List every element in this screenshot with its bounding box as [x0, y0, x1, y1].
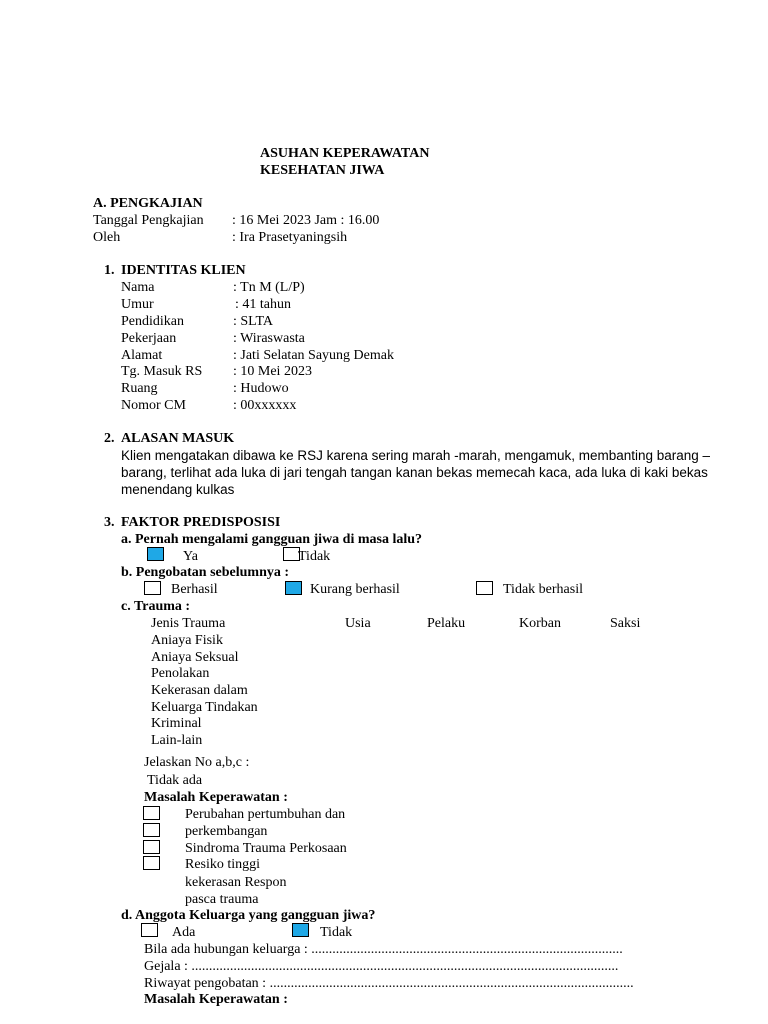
alamat-value: : Jati Selatan Sayung Demak: [233, 348, 394, 363]
masalah-line: Perubahan pertumbuhan dan: [185, 807, 346, 822]
document-title-line2: KESEHATAN JIWA: [260, 163, 385, 178]
tanggal-label: Tanggal Pengkajian: [93, 213, 204, 228]
masalah-keperawatan-label-c: Masalah Keperawatan :: [144, 790, 288, 805]
tidak-berhasil-label: Tidak berhasil: [503, 582, 583, 597]
tanggal-value: : 16 Mei 2023 Jam : 16.00: [232, 213, 380, 228]
alasan-number: 2.: [104, 431, 115, 446]
alasan-line-3: menendang kulkas: [121, 482, 235, 497]
question-b-label: b. Pengobatan sebelumnya :: [121, 565, 290, 580]
berhasil-checkbox[interactable]: [144, 581, 161, 595]
trauma-type: Lain-lain: [151, 733, 203, 748]
masalah-checkbox-2[interactable]: [143, 823, 160, 837]
tidak-checkbox-d[interactable]: [292, 923, 309, 937]
masalah-checkbox-3[interactable]: [143, 840, 160, 854]
alasan-heading: ALASAN MASUK: [121, 431, 235, 446]
umur-label: Umur: [121, 297, 154, 312]
ya-checkbox[interactable]: [147, 547, 164, 561]
document-title-line1: ASUHAN KEPERAWATAN: [260, 146, 430, 161]
tidak-berhasil-checkbox[interactable]: [476, 581, 493, 595]
question-d-label: d. Anggota Keluarga yang gangguan jiwa?: [121, 908, 376, 923]
col-usia: Usia: [345, 616, 371, 631]
umur-value: : 41 tahun: [235, 297, 291, 312]
masalah-checkbox-1[interactable]: [143, 806, 160, 820]
trauma-type: Kriminal: [151, 716, 202, 731]
gejala-field[interactable]: Gejala : ..........................................................................................................................: [144, 959, 619, 974]
jelaskan-label: Jelaskan No a,b,c :: [144, 755, 250, 770]
trauma-type: Kekerasan dalam: [151, 683, 248, 698]
kurang-berhasil-checkbox[interactable]: [285, 581, 302, 595]
masalah-line: pasca trauma: [185, 892, 259, 907]
ada-label: Ada: [172, 925, 196, 940]
tidak-label-a: Tidak: [298, 549, 331, 564]
nomor-cm-label: Nomor CM: [121, 398, 186, 413]
ruang-label: Ruang: [121, 381, 158, 396]
identitas-number: 1.: [104, 263, 115, 278]
alasan-line-1: Klien mengatakan dibawa ke RSJ karena sering marah -marah, mengamuk, membanting barang –: [121, 448, 711, 463]
riwayat-pengobatan-field[interactable]: Riwayat pengobatan : ........................................................................................................: [144, 976, 634, 991]
ya-label: Ya: [183, 549, 198, 564]
col-saksi: Saksi: [610, 616, 641, 631]
tgl-masuk-label: Tg. Masuk RS: [121, 364, 203, 379]
nama-label: Nama: [121, 280, 155, 295]
trauma-type: Keluarga Tindakan: [151, 700, 258, 715]
section-a-heading: A. PENGKAJIAN: [93, 196, 203, 211]
col-jenis-trauma: Jenis Trauma: [151, 616, 226, 631]
masalah-checkbox-4[interactable]: [143, 856, 160, 870]
masalah-line: Sindroma Trauma Perkosaan: [185, 841, 347, 856]
alasan-line-2: barang, terlihat ada luka di jari tengah tangan kanan bekas memecah kaca, ada luka di kaki bekas: [121, 465, 708, 480]
masalah-line: Resiko tinggi: [185, 857, 261, 872]
tidak-label-d: Tidak: [320, 925, 353, 940]
oleh-label: Oleh: [93, 230, 121, 245]
trauma-type: Aniaya Seksual: [151, 650, 239, 665]
ada-checkbox[interactable]: [141, 923, 158, 937]
tgl-masuk-value: : 10 Mei 2023: [233, 364, 312, 379]
question-a-label: a. Pernah mengalami gangguan jiwa di masa lalu?: [121, 532, 423, 547]
trauma-type: Aniaya Fisik: [151, 633, 223, 648]
pekerjaan-value: : Wiraswasta: [233, 331, 305, 346]
masalah-keperawatan-label-d: Masalah Keperawatan :: [144, 992, 288, 1007]
col-pelaku: Pelaku: [427, 616, 466, 631]
pekerjaan-label: Pekerjaan: [121, 331, 177, 346]
col-korban: Korban: [519, 616, 561, 631]
pendidikan-value: : SLTA: [233, 314, 273, 329]
trauma-type: Penolakan: [151, 666, 210, 681]
kurang-berhasil-label: Kurang berhasil: [310, 582, 400, 597]
faktor-number: 3.: [104, 515, 115, 530]
ruang-value: : Hudowo: [233, 381, 289, 396]
alamat-label: Alamat: [121, 348, 163, 363]
masalah-line: perkembangan: [185, 824, 268, 839]
hubungan-keluarga-field[interactable]: Bila ada hubungan keluarga : .........................................................................................: [144, 942, 623, 957]
oleh-value: : Ira Prasetyaningsih: [232, 230, 348, 245]
masalah-line: kekerasan Respon: [185, 875, 287, 890]
nama-value: : Tn M (L/P): [233, 280, 305, 295]
faktor-heading: FAKTOR PREDISPOSISI: [121, 515, 281, 530]
nomor-cm-value: : 00xxxxxx: [233, 398, 297, 413]
berhasil-label: Berhasil: [171, 582, 218, 597]
pendidikan-label: Pendidikan: [121, 314, 184, 329]
jelaskan-value: Tidak ada: [147, 773, 203, 788]
identitas-heading: IDENTITAS KLIEN: [121, 263, 246, 278]
question-c-label: c. Trauma :: [121, 599, 191, 614]
